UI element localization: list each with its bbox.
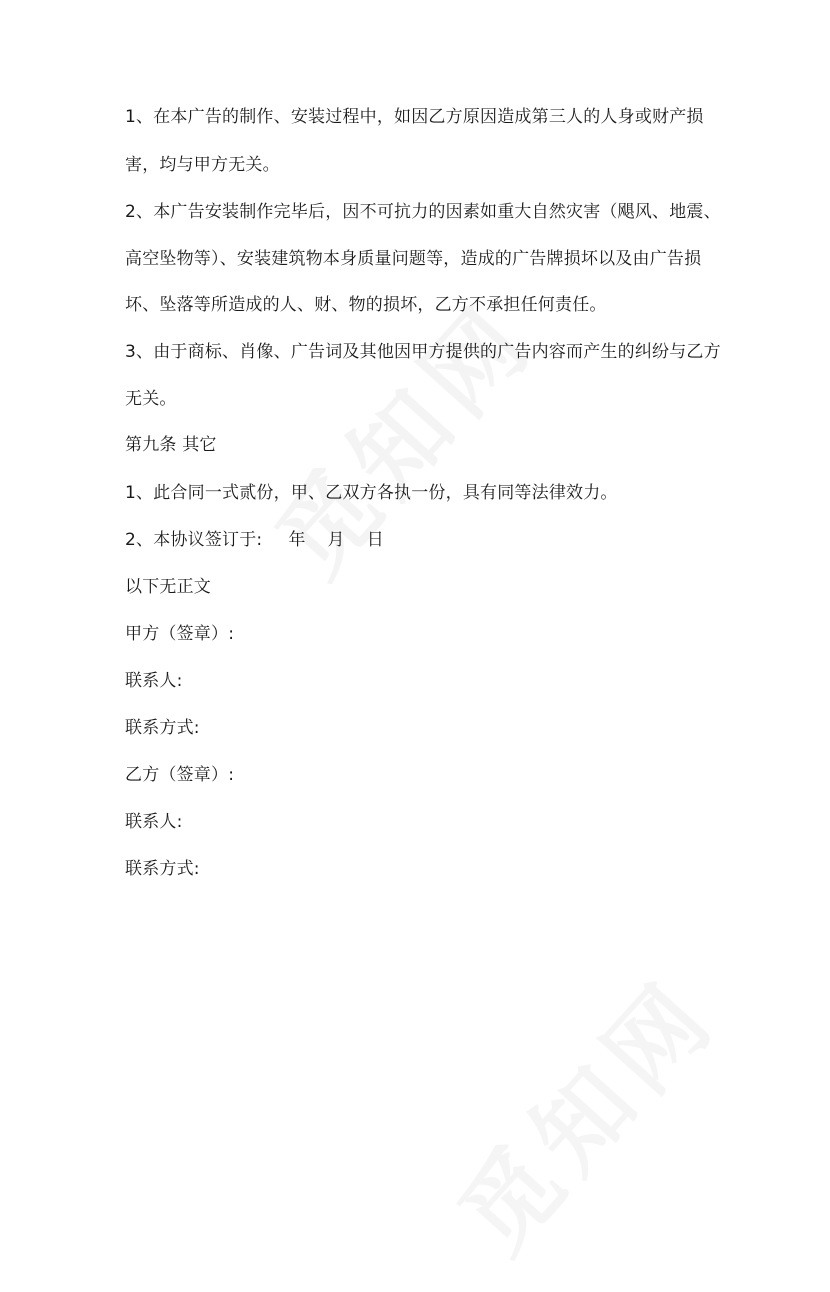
clause8-item2-line1: 2、本广告安装制作完毕后，因不可抗力的因素如重大自然灾害（飓风、地震、 bbox=[125, 202, 721, 222]
clause8-item3-line2: 无关。 bbox=[125, 389, 177, 409]
party-b-contact-method: 联系方式: bbox=[125, 859, 200, 879]
party-a-contact-method: 联系方式: bbox=[125, 718, 200, 738]
clause8-item2-line2: 高空坠物等）、安装建筑物本身质量问题等，造成的广告牌损坏以及由广告损 bbox=[125, 249, 702, 269]
party-a-sign: 甲方（签章）: bbox=[125, 624, 235, 644]
party-a-contact-person: 联系人: bbox=[125, 671, 183, 691]
date-day: 日 bbox=[366, 530, 384, 550]
clause9-item1: 1、此合同一式贰份，甲、乙双方各执一份，具有同等法律效力。 bbox=[125, 483, 618, 503]
party-b-sign: 乙方（签章）: bbox=[125, 765, 235, 785]
clause9-heading: 第九条 其它 bbox=[125, 435, 217, 455]
watermark-text bbox=[241, 271, 589, 629]
party-b-contact-person: 联系人: bbox=[125, 812, 183, 832]
date-label: 2、本协议签订于: bbox=[125, 530, 263, 550]
date-year: 年 bbox=[288, 530, 306, 550]
end-note: 以下无正文 bbox=[125, 577, 211, 597]
clause8-item1-line1: 1、在本广告的制作、安装过程中，如因乙方原因造成第三人的人身或财产损 bbox=[125, 107, 704, 127]
clause9-item2-date-line bbox=[125, 529, 384, 551]
watermark-text-bottom bbox=[423, 948, 756, 1292]
clause8-item2-line3: 坏、坠落等所造成的人、财、物的损坏，乙方不承担任何责任。 bbox=[125, 295, 607, 315]
date-month: 月 bbox=[327, 530, 345, 550]
clause8-item3-line1: 3、由于商标、肖像、广告词及其他因甲方提供的广告内容而产生的纠纷与乙方 bbox=[125, 342, 721, 362]
clause8-item1-line2: 害，均与甲方无关。 bbox=[125, 155, 280, 175]
